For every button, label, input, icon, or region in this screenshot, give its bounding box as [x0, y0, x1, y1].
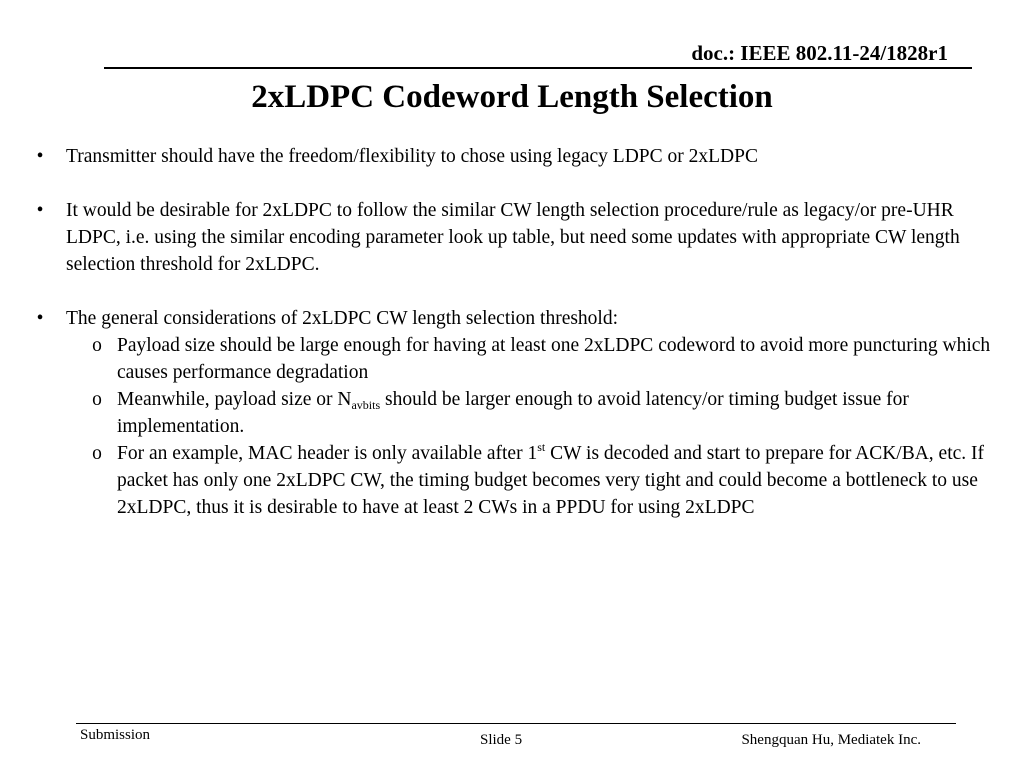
footer-slide-number: Slide 5: [480, 732, 523, 748]
bullet-marker: •: [36, 146, 44, 167]
sub-bullet-text: Payload size should be large enough for having at least one 2xLDPC codeword to avoid more puncturing which causes performance degradation: [117, 335, 991, 383]
text-segment: should be larger enough to avoid latency/or timing budget issue for implementation.: [117, 389, 909, 437]
sub-bullet-list: [66, 332, 995, 521]
document-id: doc.: IEEE 802.11-24/1828r1: [691, 41, 948, 65]
sub-bullet-item: [30, 332, 995, 386]
slide-body: [30, 143, 995, 521]
bullet-text: It would be desirable for 2xLDPC to follow the similar CW length selection procedure/rule as legacy/or pre-UHR LDPC, i.e. using the similar encoding parameter look up table, but need some updates with appropriate CW length selection threshold for 2xLDPC.: [66, 200, 960, 275]
bullet-item: [30, 197, 995, 278]
text-segment: Meanwhile, payload size or N: [117, 389, 352, 410]
sub-bullet-marker: o: [92, 335, 102, 356]
sub-bullet-item: [30, 386, 995, 440]
slide-title: 2xLDPC Codeword Length Selection: [251, 79, 773, 115]
header-divider: [104, 67, 972, 69]
text-segment: CW is decoded and start to prepare for ACK/BA, etc. If packet has only one 2xLDPC CW, the timing budget becomes very tight and could become a bottleneck to use 2xLDPC, thus it is desirable to have at least 2 CWs in a PPDU for using 2xLDPC: [117, 443, 985, 518]
footer-author: Shengquan Hu, Mediatek Inc.: [741, 732, 921, 748]
superscript-st: st: [537, 440, 546, 454]
footer-submission: Submission: [80, 727, 151, 743]
sub-bullet-text: [117, 389, 909, 437]
sub-bullet-marker: o: [92, 389, 102, 410]
bullet-marker: •: [36, 200, 44, 221]
bullet-item: [30, 143, 995, 170]
text-segment: For an example, MAC header is only available after 1: [117, 443, 538, 464]
bullet-text: Transmitter should have the freedom/flexibility to chose using legacy LDPC or 2xLDPC: [66, 146, 758, 167]
bullet-marker: •: [36, 308, 44, 329]
subscript-avbits: avbits: [351, 398, 381, 412]
bullet-text: The general considerations of 2xLDPC CW length selection threshold:: [66, 308, 619, 329]
bullet-item: [30, 305, 995, 521]
sub-bullet-item: [30, 440, 995, 521]
footer-divider: [76, 723, 956, 724]
sub-bullet-marker: o: [92, 443, 102, 464]
sub-bullet-text: [117, 440, 985, 518]
